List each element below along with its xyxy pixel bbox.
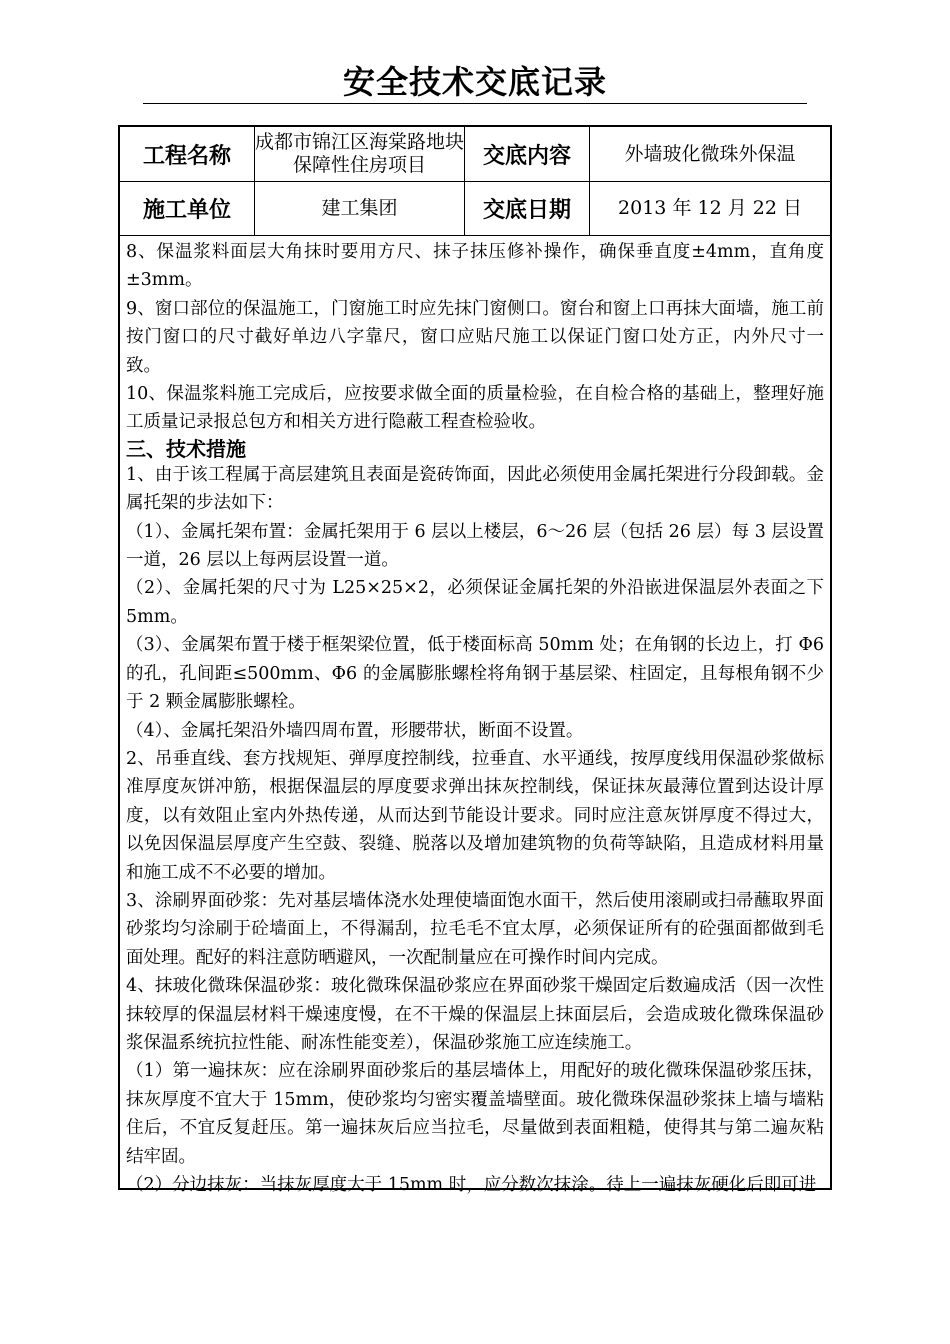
section-heading-technical-measures: 三、技术措施	[126, 436, 246, 461]
briefing-content-label-cell	[465, 127, 590, 181]
paragraph-10: 10、保温浆料施工完成后，应按要求做全面的质量检验，在自检合格的基础上，整理好施工质量记录报总包方和相关方进行隐蔽工程查检验收。	[126, 384, 824, 433]
construction-unit-label: 施工单位	[142, 198, 231, 223]
project-name-value-cell	[255, 127, 465, 181]
project-name-label: 工程名称	[142, 143, 231, 169]
measure-3: 3、涂刷界面砂浆：先对基层墙体浇水处理使墙面饱水面干，然后使用滚刷或扫帚蘸取界面砂浆均匀涂刷于砼墙面上，不得漏刮，拉毛毛不宜太厚，必须保证所有的砼强面都做到毛面处理。配好的料注意防晒避风，一次配制量应在可操作时间内完成。	[126, 890, 824, 968]
document-title: 安全技术交底记录	[342, 63, 607, 101]
measure-4: 4、抹玻化微珠保温砂浆：玻化微珠保温砂浆应在界面砂浆干燥固定后数遍成活（因一次性抹较厚的保温层材料干燥速度慢，在不干燥的保温层上抹面层后，会造成玻化微珠保温砂浆保温系统抗拉性能、耐冻性能变差），保温砂浆施工应连续施工。	[126, 976, 824, 1053]
measure-1-item-1: （1）、金属托架布置：金属托架用于 6 层以上楼层，6～26 层（包括 26 层）每 3 层设置一道，26 层以上每两层设置一道。	[126, 521, 824, 571]
briefing-body	[126, 238, 824, 1199]
construction-unit-value: 建工集团	[321, 197, 398, 219]
construction-unit-value-cell	[255, 182, 465, 235]
measure-1: 1、由于该工程属于高层建筑且表面是瓷砖饰面，因此必须使用金属托架进行分段卸载。金属托架的步法如下：	[126, 464, 824, 514]
measure-1-item-4: （4）、金属托架沿外墙四周布置，形腰带状，断面不设置。	[126, 720, 584, 741]
measure-2: 2、吊垂直线、套方找规矩、弹厚度控制线，拉垂直、水平通线，按厚度线用保温砂浆做标准厚度灰饼冲筋，根据保温层的厚度要求弹出抹灰控制线，保证抹灰最薄位置到达设计厚度，以有效阻止室内外热传递，从而达到节能设计要求。同时应注意灰饼厚度不得过大，以免因保温层厚度产生空鼓、裂缝、脱落以及增加建筑物的负荷等缺陷，且造成材料用量和施工成不不必要的增加。	[126, 748, 824, 883]
paragraph-9: 9、窗口部位的保温施工，门窗施工时应先抹门窗侧口。窗台和窗上口再抹大面墙，施工前按门窗口的尺寸截好单边八字靠尺，窗口应贴尺施工以保证门窗口处方正，内外尺寸一致。	[126, 298, 824, 376]
briefing-content-value: 外墙玻化微珠外保温	[624, 142, 796, 165]
briefing-content-value-cell	[590, 127, 830, 181]
header-row-2	[120, 182, 830, 236]
title-underline	[143, 103, 807, 104]
header-row-1	[120, 127, 830, 182]
measure-4-item-2: （2）分边抹灰：当抹灰厚度大于 15mm 时，应分数次抹涂。待上一遍抹灰硬化后即可进	[126, 1175, 817, 1195]
project-name-label-cell	[120, 127, 255, 181]
briefing-date-label-cell	[465, 182, 590, 235]
measure-1-item-2: （2）、金属托架的尺寸为 L25×25×2，必须保证金属托架的外沿嵌进保温层外表面之下 5mm。	[126, 578, 824, 627]
briefing-date-value: 2013 年 12 月 22 日	[618, 197, 802, 219]
briefing-content-label: 交底内容	[482, 143, 571, 169]
construction-unit-label-cell	[120, 182, 255, 235]
measure-4-item-1: （1）第一遍抹灰：应在涂刷界面砂浆后的基层墙体上，用配好的玻化微珠保温砂浆压抹，抹灰厚度不宜大于 15mm，使砂浆均匀密实覆盖墙壁面。玻化微珠保温砂浆抹上墙与墙粘住后，不宜反复赶压。第一遍抹灰后应当拉毛，尽量做到表面粗糙，使得其与第二遍灰粘结牢固。	[126, 1061, 824, 1167]
briefing-date-label: 交底日期	[482, 198, 571, 223]
measure-1-item-3: （3）、金属架布置于楼于框架梁位置，低于楼面标高 50mm 处；在角钢的长边上，打 Φ6 的孔，孔间距≤500mm、Φ6 的金属膨胀螺栓将角钢于基层梁、柱固定，且每根角钢不少于 2 颗金属膨胀螺栓。	[126, 635, 824, 713]
briefing-date-value-cell	[590, 182, 830, 235]
record-table	[118, 125, 832, 1195]
project-name-value: 成都市锦江区海棠路地块保障性住房项目	[255, 131, 465, 176]
paragraph-8: 8、保温浆料面层大角抹时要用方尺、抹子抹压修补操作，确保垂直度±4mm，直角度±3mm。	[126, 242, 824, 291]
